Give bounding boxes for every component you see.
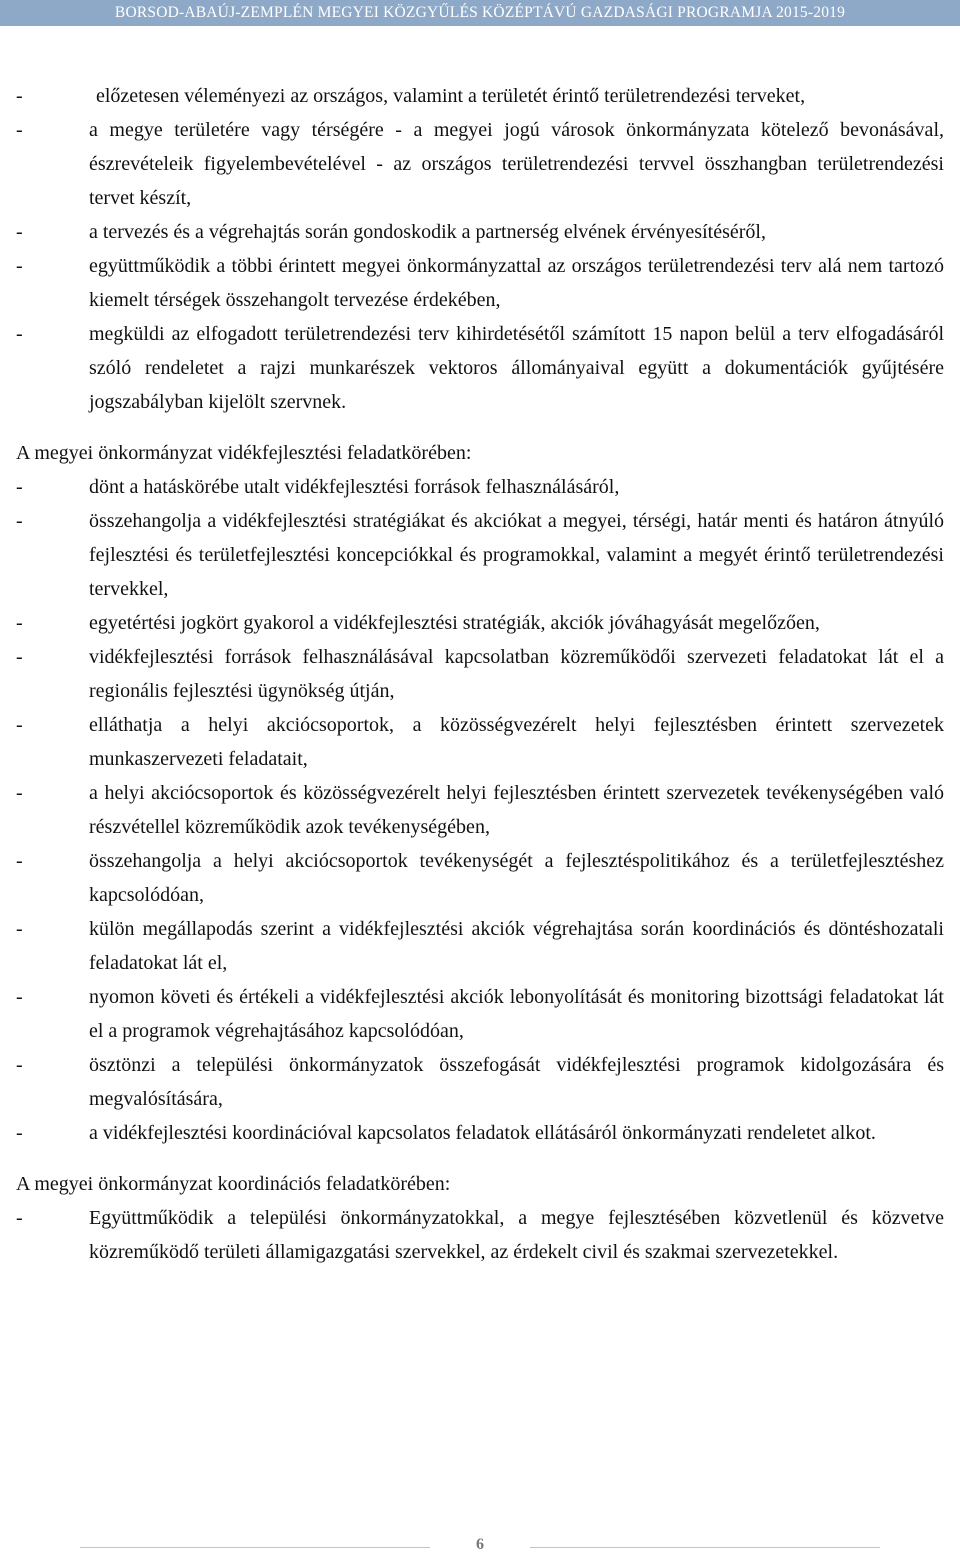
list-item [16, 776, 944, 844]
list-item [16, 640, 944, 708]
page-footer [0, 1538, 960, 1558]
list-bullet: - [16, 221, 23, 243]
list-bullet: - [16, 1207, 23, 1229]
list-item-text: elláthatja a helyi akciócsoportok, a közösségvezérelt helyi fejlesztésben érintett szervezetek munkaszervezeti feladatait, [89, 714, 944, 770]
list-item-text: összehangolja a vidékfejlesztési stratégiákat és akciókat a megyei, térségi, határ menti és határon átnyúló fejlesztési és területfejlesztési koncepciókkal és programokkal, valamint a megyét érintő területrendezési tervekkel, [89, 510, 944, 600]
list-bullet: - [16, 850, 23, 872]
list-item [16, 606, 944, 640]
list-item-text: a helyi akciócsoportok és közösségvezérelt helyi fejlesztésben érintett szervezetek tevékenységében való részvétellel közreműködik azok tevékenységében, [89, 782, 944, 838]
header-title: BORSOD-ABAÚJ-ZEMPLÉN MEGYEI KÖZGYŰLÉS KÖZÉPTÁVÚ GAZDASÁGI PROGRAMJA 2015-2019 [114, 4, 846, 21]
section-heading: A megyei önkormányzat koordinációs feladatkörében: [16, 1173, 451, 1195]
page-header [0, 0, 960, 26]
list-item-text: előzetesen véleményezi az országos, valamint a területét érintő területrendezési terveket, [96, 85, 806, 107]
list-bullet: - [16, 119, 23, 141]
list-item-text: összehangolja a helyi akciócsoportok tevékenységét a fejlesztéspolitikához és a területfejlesztéshez kapcsolódóan, [89, 850, 944, 906]
section-rural-development [16, 436, 944, 1150]
footer-rule-right [530, 1547, 880, 1548]
list-bullet: - [16, 612, 23, 634]
list-item-text: a megye területére vagy térségére - a megyei jogú városok önkormányzata kötelező bevonásával, észrevételeik figyelembevételével - az országos területrendezési tervvel összhangban területrendezési tervet készít, [89, 119, 944, 209]
list-item [16, 79, 944, 113]
list-item [16, 317, 944, 419]
list-item-text: ösztönzi a települési önkormányzatok összefogását vidékfejlesztési programok kidolgozására és megvalósítására, [89, 1054, 944, 1110]
list-item [16, 249, 944, 317]
list-item-text: nyomon követi és értékeli a vidékfejlesztési akciók lebonyolítását és monitoring bizottsági feladatokat lát el a programok végrehajtásához kapcsolódóan, [89, 986, 944, 1042]
list-item [16, 470, 944, 504]
list-bullet: - [16, 986, 23, 1008]
document-body [16, 79, 944, 1269]
list-bullet: - [16, 510, 23, 532]
list-item-text: Együttműködik a települési önkormányzatokkal, a megye fejlesztésében közvetlenül és közvetve közreműködő területi államigazgatási szervekkel, az érdekelt civil és szakmai szervezetekkel. [89, 1207, 944, 1263]
list-item [16, 844, 944, 912]
list-item [16, 215, 944, 249]
list-bullet: - [16, 85, 23, 107]
list-bullet: - [16, 1122, 23, 1144]
list-item-text: együttműködik a többi érintett megyei önkormányzattal az országos területrendezési terv alá nem tartozó kiemelt térségek összehangolt tervezése érdekében, [89, 255, 944, 311]
section-coordination [16, 1167, 944, 1269]
list-item-text: a vidékfejlesztési koordinációval kapcsolatos feladatok ellátásáról önkormányzati rendeletet alkot. [89, 1122, 876, 1144]
list-item [16, 1116, 944, 1150]
list-bullet: - [16, 476, 23, 498]
list-item-text: dönt a hatáskörébe utalt vidékfejlesztési források felhasználásáról, [89, 476, 620, 498]
list-item [16, 912, 944, 980]
list-bullet: - [16, 918, 23, 940]
list-bullet: - [16, 1054, 23, 1076]
list-item-text: egyetértési jogkört gyakorol a vidékfejlesztési stratégiák, akciók jóváhagyását megelőzően, [89, 612, 820, 634]
list-item-text: a tervezés és a végrehajtás során gondoskodik a partnerség elvének érvényesítéséről, [89, 221, 766, 243]
section-heading: A megyei önkormányzat vidékfejlesztési feladatkörében: [16, 442, 472, 464]
list-item [16, 1201, 944, 1269]
list-item [16, 708, 944, 776]
page-number: 6 [476, 1536, 484, 1553]
list-item-text: vidékfejlesztési források felhasználásával kapcsolatban közreműködői szervezeti feladatokat lát el a regionális fejlesztési ügynökség útján, [89, 646, 944, 702]
list-bullet: - [16, 782, 23, 804]
list-item-text: megküldi az elfogadott területrendezési terv kihirdetésétől számított 15 napon belül a terv elfogadásáról szóló rendeletet a rajzi munkarészek vektoros állományaival együtt a dokumentációk gyűjtésére jogszabályban kijelölt szervnek. [89, 323, 944, 413]
list-bullet: - [16, 255, 23, 277]
list-item [16, 113, 944, 215]
list-bullet: - [16, 323, 23, 345]
list-item [16, 980, 944, 1048]
list-item-text: külön megállapodás szerint a vidékfejlesztési akciók végrehajtása során koordinációs és döntéshozatali feladatokat lát el, [89, 918, 944, 974]
intro-list [16, 79, 944, 419]
list-bullet: - [16, 646, 23, 668]
list-item [16, 504, 944, 606]
list-bullet: - [16, 714, 23, 736]
list-item [16, 1048, 944, 1116]
